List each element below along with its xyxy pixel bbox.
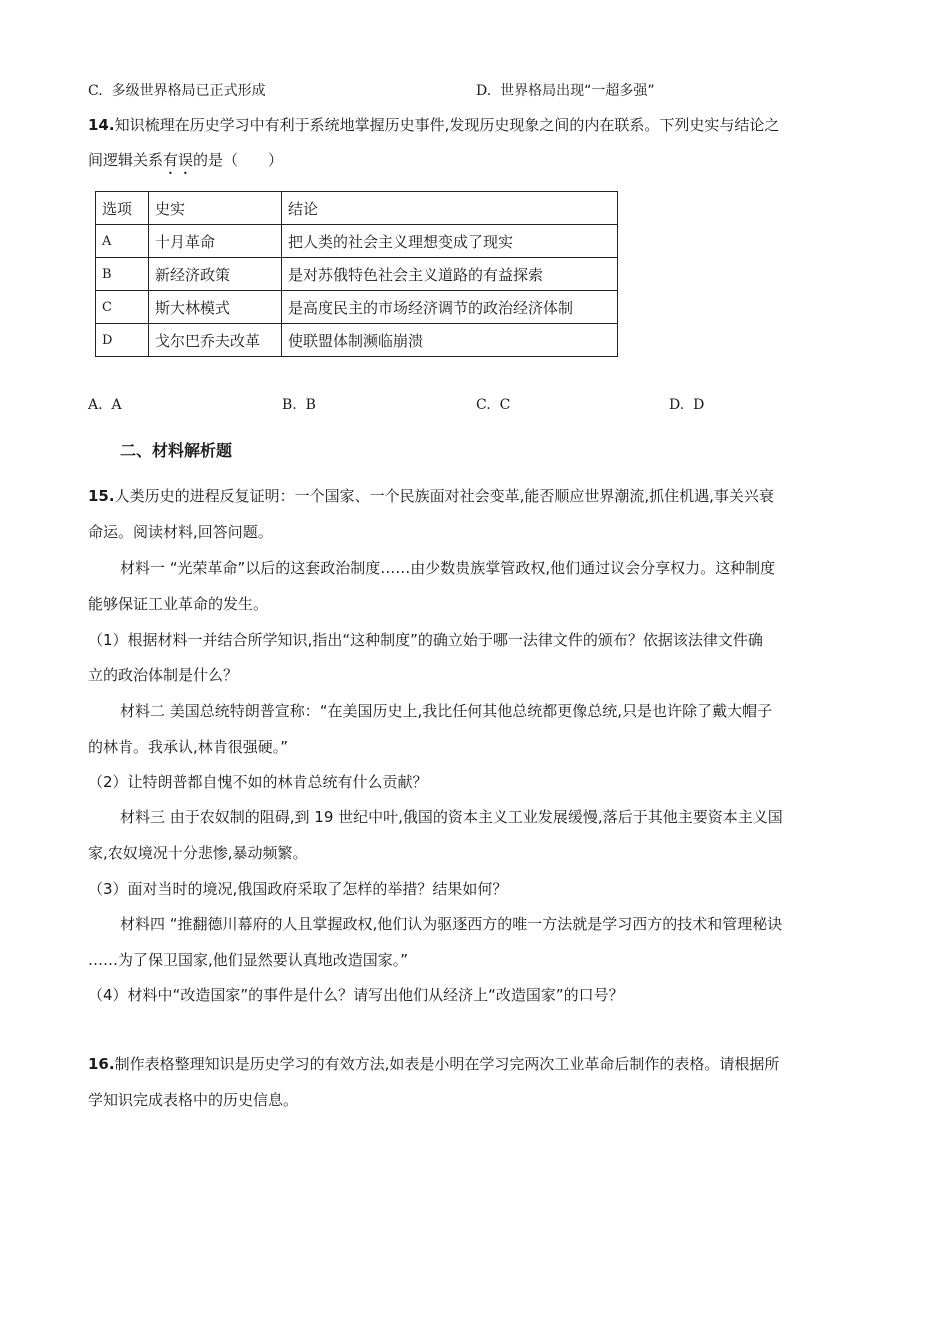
table-cell: 斯大林模式 (149, 291, 282, 324)
material-2-line2: 的林肯。我承认,林肯很强硬。” (88, 738, 289, 756)
table-header-row (96, 192, 618, 225)
option-text: 多级世界格局已正式形成 (111, 83, 266, 99)
option-text: A (111, 397, 122, 413)
sub-question-2: （2）让特朗普都自愧不如的林肯总统有什么贡献？ (88, 773, 428, 791)
option-letter: C. (88, 83, 103, 99)
q14-text: 的是（ ） (193, 151, 284, 169)
sub-question-1-line2: 立的政治体制是什么？ (88, 666, 239, 684)
table-cell: D (96, 324, 149, 357)
material-2-line1: 材料二 美国总统特朗普宣称：“在美国历史上,我比任何其他总统都更像总统,只是也许除了戴大帽子 (120, 702, 773, 720)
q14-option-b (282, 395, 316, 415)
question-number: 14. (88, 116, 115, 134)
table-cell: 使联盟体制濒临崩溃 (282, 324, 618, 357)
option-text: D (693, 397, 705, 413)
sub-question-4: （4）材料中“改造国家”的事件是什么？请写出他们从经济上“改造国家”的口号？ (88, 986, 624, 1004)
table-row (96, 258, 618, 291)
question-number: 16. (88, 1055, 115, 1073)
q14-option-c (476, 395, 510, 415)
table-cell: C (96, 291, 149, 324)
section-title: 二、材料解析题 (120, 441, 233, 460)
q15-text: 人类历史的进程反复证明：一个国家、一个民族面对社会变革,能否顺应世界潮流,抓住机遇,事关兴衰 (114, 487, 774, 505)
material-1-line1: 材料一 “光荣革命”以后的这套政治制度……由少数贵族掌管政权,他们通过议会分享权力。这种制度 (120, 559, 776, 577)
q14-option-d (669, 395, 704, 415)
table-cell: B (96, 258, 149, 291)
table-row (96, 225, 618, 258)
material-4-line2: ……为了保卫国家,他们显然要认真地改造国家。” (88, 951, 409, 969)
material-4-line1: 材料四 “推翻德川幕府的人且掌握政权,他们认为驱逐西方的唯一方法就是学习西方的技术和管理秘诀 (120, 915, 783, 933)
q14-text: 知识梳理在历史学习中有利于系统地掌握历史事件,发现历史现象之间的内在联系。下列史实与结论之 (114, 116, 780, 134)
table-cell: 把人类的社会主义理想变成了现实 (282, 225, 618, 258)
q16-text: 制作表格整理知识是历史学习的有效方法,如表是小明在学习完两次工业革命后制作的表格。请根据所 (114, 1055, 780, 1073)
table-header: 史实 (149, 192, 282, 225)
table-cell: A (96, 225, 149, 258)
option-text: C (499, 397, 511, 413)
material-3-line1: 材料三 由于农奴制的阻碍,到 19 世纪中叶,俄国的资本主义工业发展缓慢,落后于其他主要资本主义国 (120, 808, 783, 826)
option-letter: C. (476, 397, 491, 413)
option-letter: A. (88, 397, 103, 413)
q15-intro-line1 (88, 486, 774, 506)
option-letter: D. (669, 397, 685, 413)
table-cell: 是高度民主的市场经济调节的政治经济体制 (282, 291, 618, 324)
table-row (96, 291, 618, 324)
material-1-line2: 能够保证工业革命的发生。 (88, 595, 269, 613)
option-letter: B. (282, 397, 297, 413)
table-cell: 戈尔巴乔夫改革 (149, 324, 282, 357)
q14-stem-line2 (88, 150, 283, 178)
emphasis-text: 有误 (163, 151, 194, 169)
table-row (96, 324, 618, 357)
option-letter: D. (476, 83, 492, 99)
q16-stem-line2: 学知识完成表格中的历史信息。 (88, 1091, 299, 1109)
table-header: 结论 (282, 192, 618, 225)
table-cell: 是对苏俄特色社会主义道路的有益探索 (282, 258, 618, 291)
sub-question-3: （3）面对当时的境况,俄国政府采取了怎样的举措？结果如何？ (88, 880, 508, 898)
option-d (476, 81, 655, 101)
q14-text: 间逻辑关系 (88, 151, 164, 169)
q14-stem-line1 (88, 115, 779, 135)
table-cell: 十月革命 (149, 225, 282, 258)
question-number: 15. (88, 487, 115, 505)
sub-question-1-line1: （1）根据材料一并结合所学知识,指出“这种制度”的确立始于哪一法律文件的颁布？依据该法律文件确 (88, 631, 763, 649)
option-c (88, 81, 266, 101)
option-text: B (305, 397, 316, 413)
table-cell: 新经济政策 (149, 258, 282, 291)
q14-table (95, 191, 618, 357)
q16-stem-line1 (88, 1054, 779, 1074)
option-text: 世界格局出现“一超多强” (500, 83, 655, 99)
material-3-line2: 家,农奴境况十分悲惨,暴动频繁。 (88, 844, 308, 862)
table-header: 选项 (96, 192, 149, 225)
q14-option-a (88, 395, 122, 415)
q15-intro-line2: 命运。阅读材料,回答问题。 (88, 523, 273, 541)
